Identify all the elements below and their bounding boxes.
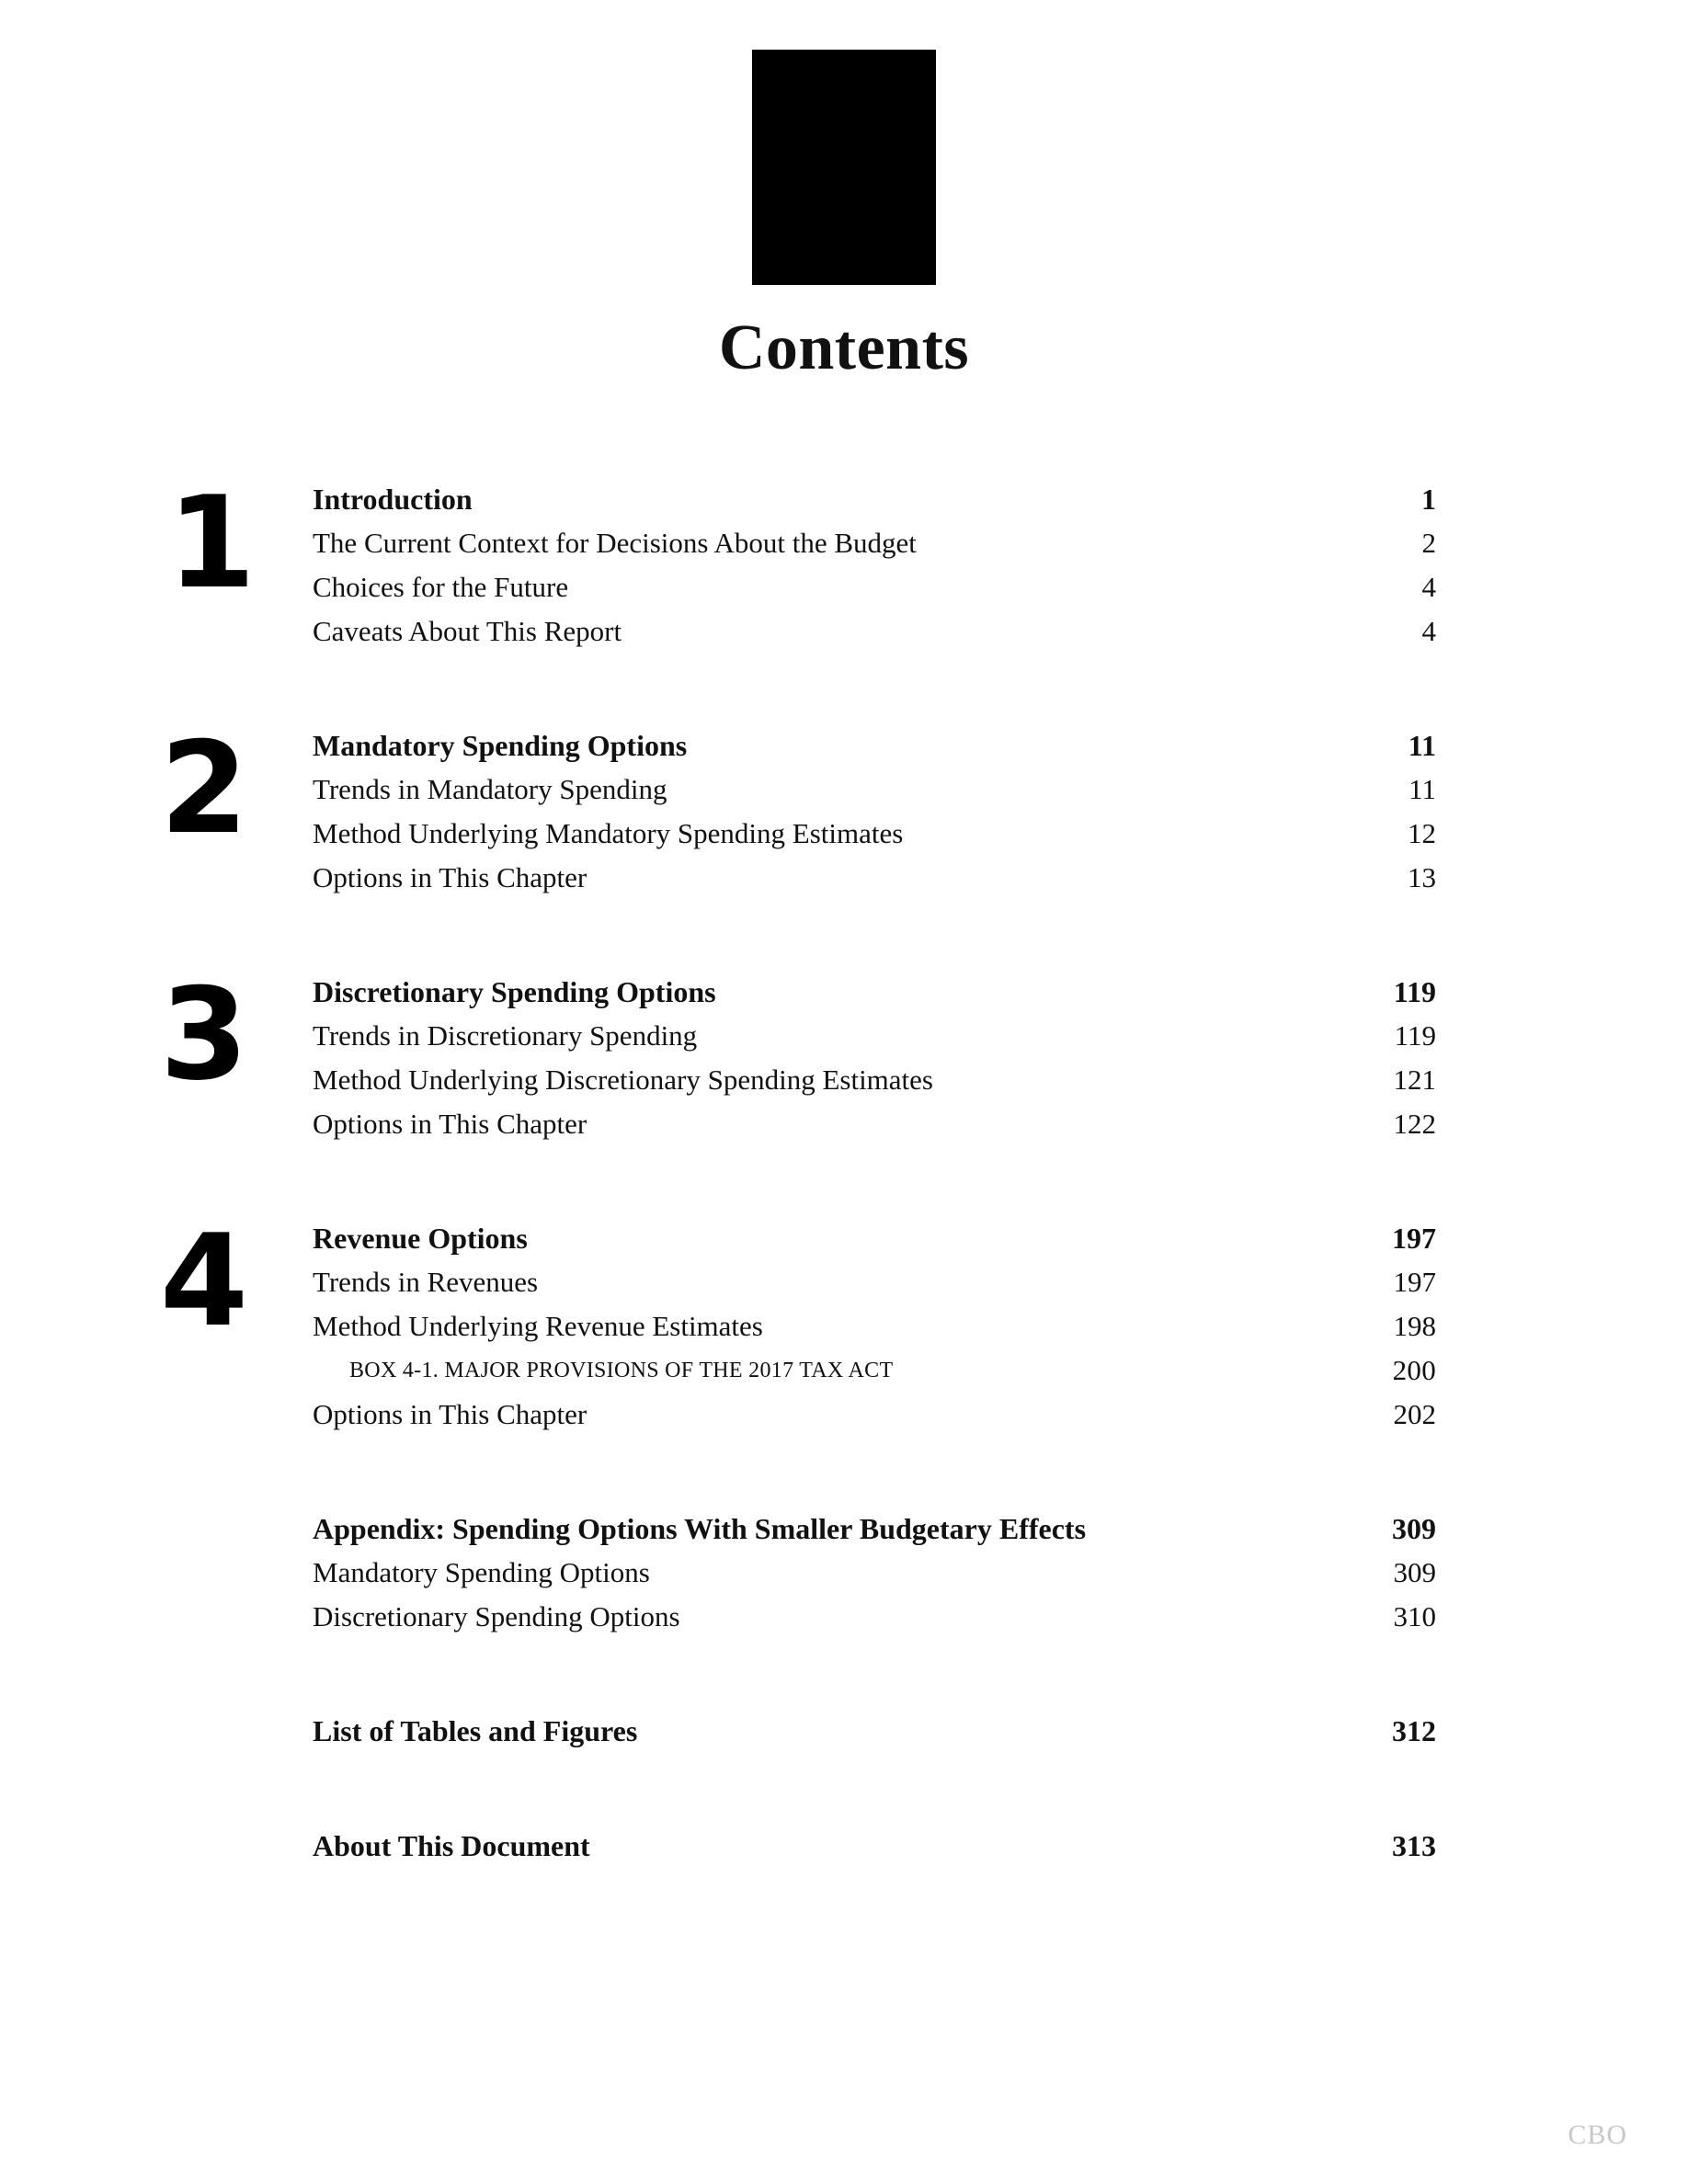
- toc-entry[interactable]: [313, 1595, 1436, 1639]
- toc-entry[interactable]: [313, 768, 1436, 812]
- toc-page-number: 119: [1393, 974, 1436, 1008]
- toc-entry-label: The Current Context for Decisions About the Budget: [313, 527, 917, 559]
- toc-page-number: 197: [1392, 1221, 1436, 1255]
- toc-entry-label: Choices for the Future: [313, 571, 569, 603]
- toc-entry-label: Caveats About This Report: [313, 615, 622, 647]
- toc-entry[interactable]: [313, 521, 1436, 565]
- toc-heading-label: About This Document: [313, 1828, 590, 1862]
- toc-entry[interactable]: [313, 1260, 1436, 1304]
- toc-page-number: 11: [1409, 773, 1436, 805]
- toc-section-chapter-3: [313, 970, 1436, 1146]
- toc-section-appendix: [313, 1507, 1436, 1639]
- toc-page-number: 4: [1421, 615, 1436, 647]
- toc-section-chapter-4: [313, 1216, 1436, 1437]
- toc-page-number: 313: [1392, 1828, 1436, 1862]
- toc-entry-label: Options in This Chapter: [313, 1398, 587, 1430]
- toc-page-number: 202: [1393, 1398, 1436, 1430]
- toc-heading-revenue-options[interactable]: [313, 1216, 1436, 1260]
- toc-page-number: 1: [1421, 482, 1436, 516]
- chapter-number-1: 1: [166, 469, 257, 617]
- toc-page-number: 4: [1421, 571, 1436, 603]
- toc-entry-label: Trends in Mandatory Spending: [313, 773, 667, 805]
- toc-entry[interactable]: [313, 1014, 1436, 1058]
- toc-heading-about[interactable]: [313, 1824, 1436, 1868]
- toc-entry-label: Options in This Chapter: [313, 1108, 587, 1140]
- toc-heading-label: List of Tables and Figures: [313, 1713, 638, 1747]
- toc-page-number: 310: [1393, 1600, 1436, 1632]
- toc-page-number: 11: [1408, 728, 1436, 762]
- toc-heading-list-of-tables[interactable]: [313, 1709, 1436, 1753]
- page-title: Contents: [718, 313, 970, 383]
- toc-entry-label: Method Underlying Revenue Estimates: [313, 1310, 763, 1342]
- toc-entry-label: Method Underlying Mandatory Spending Estimates: [313, 817, 904, 849]
- toc-page-number: 197: [1393, 1266, 1436, 1298]
- toc-box-label: BOX 4-1. MAJOR PROVISIONS OF THE 2017 TAX ACT: [349, 1358, 894, 1382]
- toc-section-chapter-2: [313, 723, 1436, 900]
- toc-entry-label: Options in This Chapter: [313, 861, 587, 893]
- toc-entry-label: Trends in Revenues: [313, 1266, 539, 1298]
- toc-heading-label: Revenue Options: [313, 1221, 528, 1255]
- toc-section-about: [313, 1824, 1436, 1868]
- toc-heading-label: Discretionary Spending Options: [313, 974, 716, 1008]
- toc-heading-appendix[interactable]: [313, 1507, 1436, 1551]
- chapter-number-2: 2: [159, 714, 249, 862]
- chapter-number-3: 3: [159, 961, 249, 1109]
- toc-heading-introduction[interactable]: [313, 477, 1436, 521]
- toc-box-entry[interactable]: [313, 1348, 1436, 1393]
- header-black-block: [752, 50, 936, 285]
- toc-entry-label: Mandatory Spending Options: [313, 1556, 650, 1588]
- footer-cbo-mark: CBO: [1568, 2120, 1627, 2150]
- toc-entry-label: Trends in Discretionary Spending: [313, 1019, 698, 1052]
- toc-page-number: 309: [1392, 1511, 1436, 1545]
- toc-section-chapter-1: [313, 477, 1436, 654]
- toc-entry-label: Method Underlying Discretionary Spending Estimates: [313, 1064, 933, 1096]
- toc-section-list-of-tables: [313, 1709, 1436, 1753]
- toc-page-number: 312: [1392, 1713, 1436, 1747]
- toc-heading-label: Appendix: Spending Options With Smaller Budgetary Effects: [313, 1511, 1087, 1545]
- toc-entry-label: Discretionary Spending Options: [313, 1600, 680, 1632]
- toc-heading-label: Mandatory Spending Options: [313, 728, 688, 762]
- toc-entry[interactable]: [313, 1058, 1436, 1102]
- toc-heading-label: Introduction: [313, 482, 473, 516]
- toc-heading-mandatory-spending[interactable]: [313, 723, 1436, 768]
- toc-page-number: 200: [1392, 1354, 1436, 1386]
- toc-entry[interactable]: [313, 1304, 1436, 1348]
- toc-entry[interactable]: [313, 812, 1436, 856]
- toc-page-number: 122: [1393, 1108, 1436, 1140]
- toc-heading-discretionary-spending[interactable]: [313, 970, 1436, 1014]
- toc-page-number: 198: [1393, 1310, 1436, 1342]
- toc-entry[interactable]: [313, 609, 1436, 654]
- toc-page-number: 13: [1408, 861, 1436, 893]
- toc-entry[interactable]: [313, 1102, 1436, 1146]
- toc-entry[interactable]: [313, 856, 1436, 900]
- toc-page-number: 2: [1421, 527, 1436, 559]
- toc-page-number: 309: [1393, 1556, 1436, 1588]
- toc-page-number: 121: [1393, 1064, 1436, 1096]
- toc-entry[interactable]: [313, 1551, 1436, 1595]
- toc-entry[interactable]: [313, 1393, 1436, 1437]
- toc-entry[interactable]: [313, 565, 1436, 609]
- toc-page-number: 119: [1394, 1019, 1436, 1052]
- chapter-number-4: 4: [159, 1207, 249, 1355]
- toc-page-number: 12: [1408, 817, 1436, 849]
